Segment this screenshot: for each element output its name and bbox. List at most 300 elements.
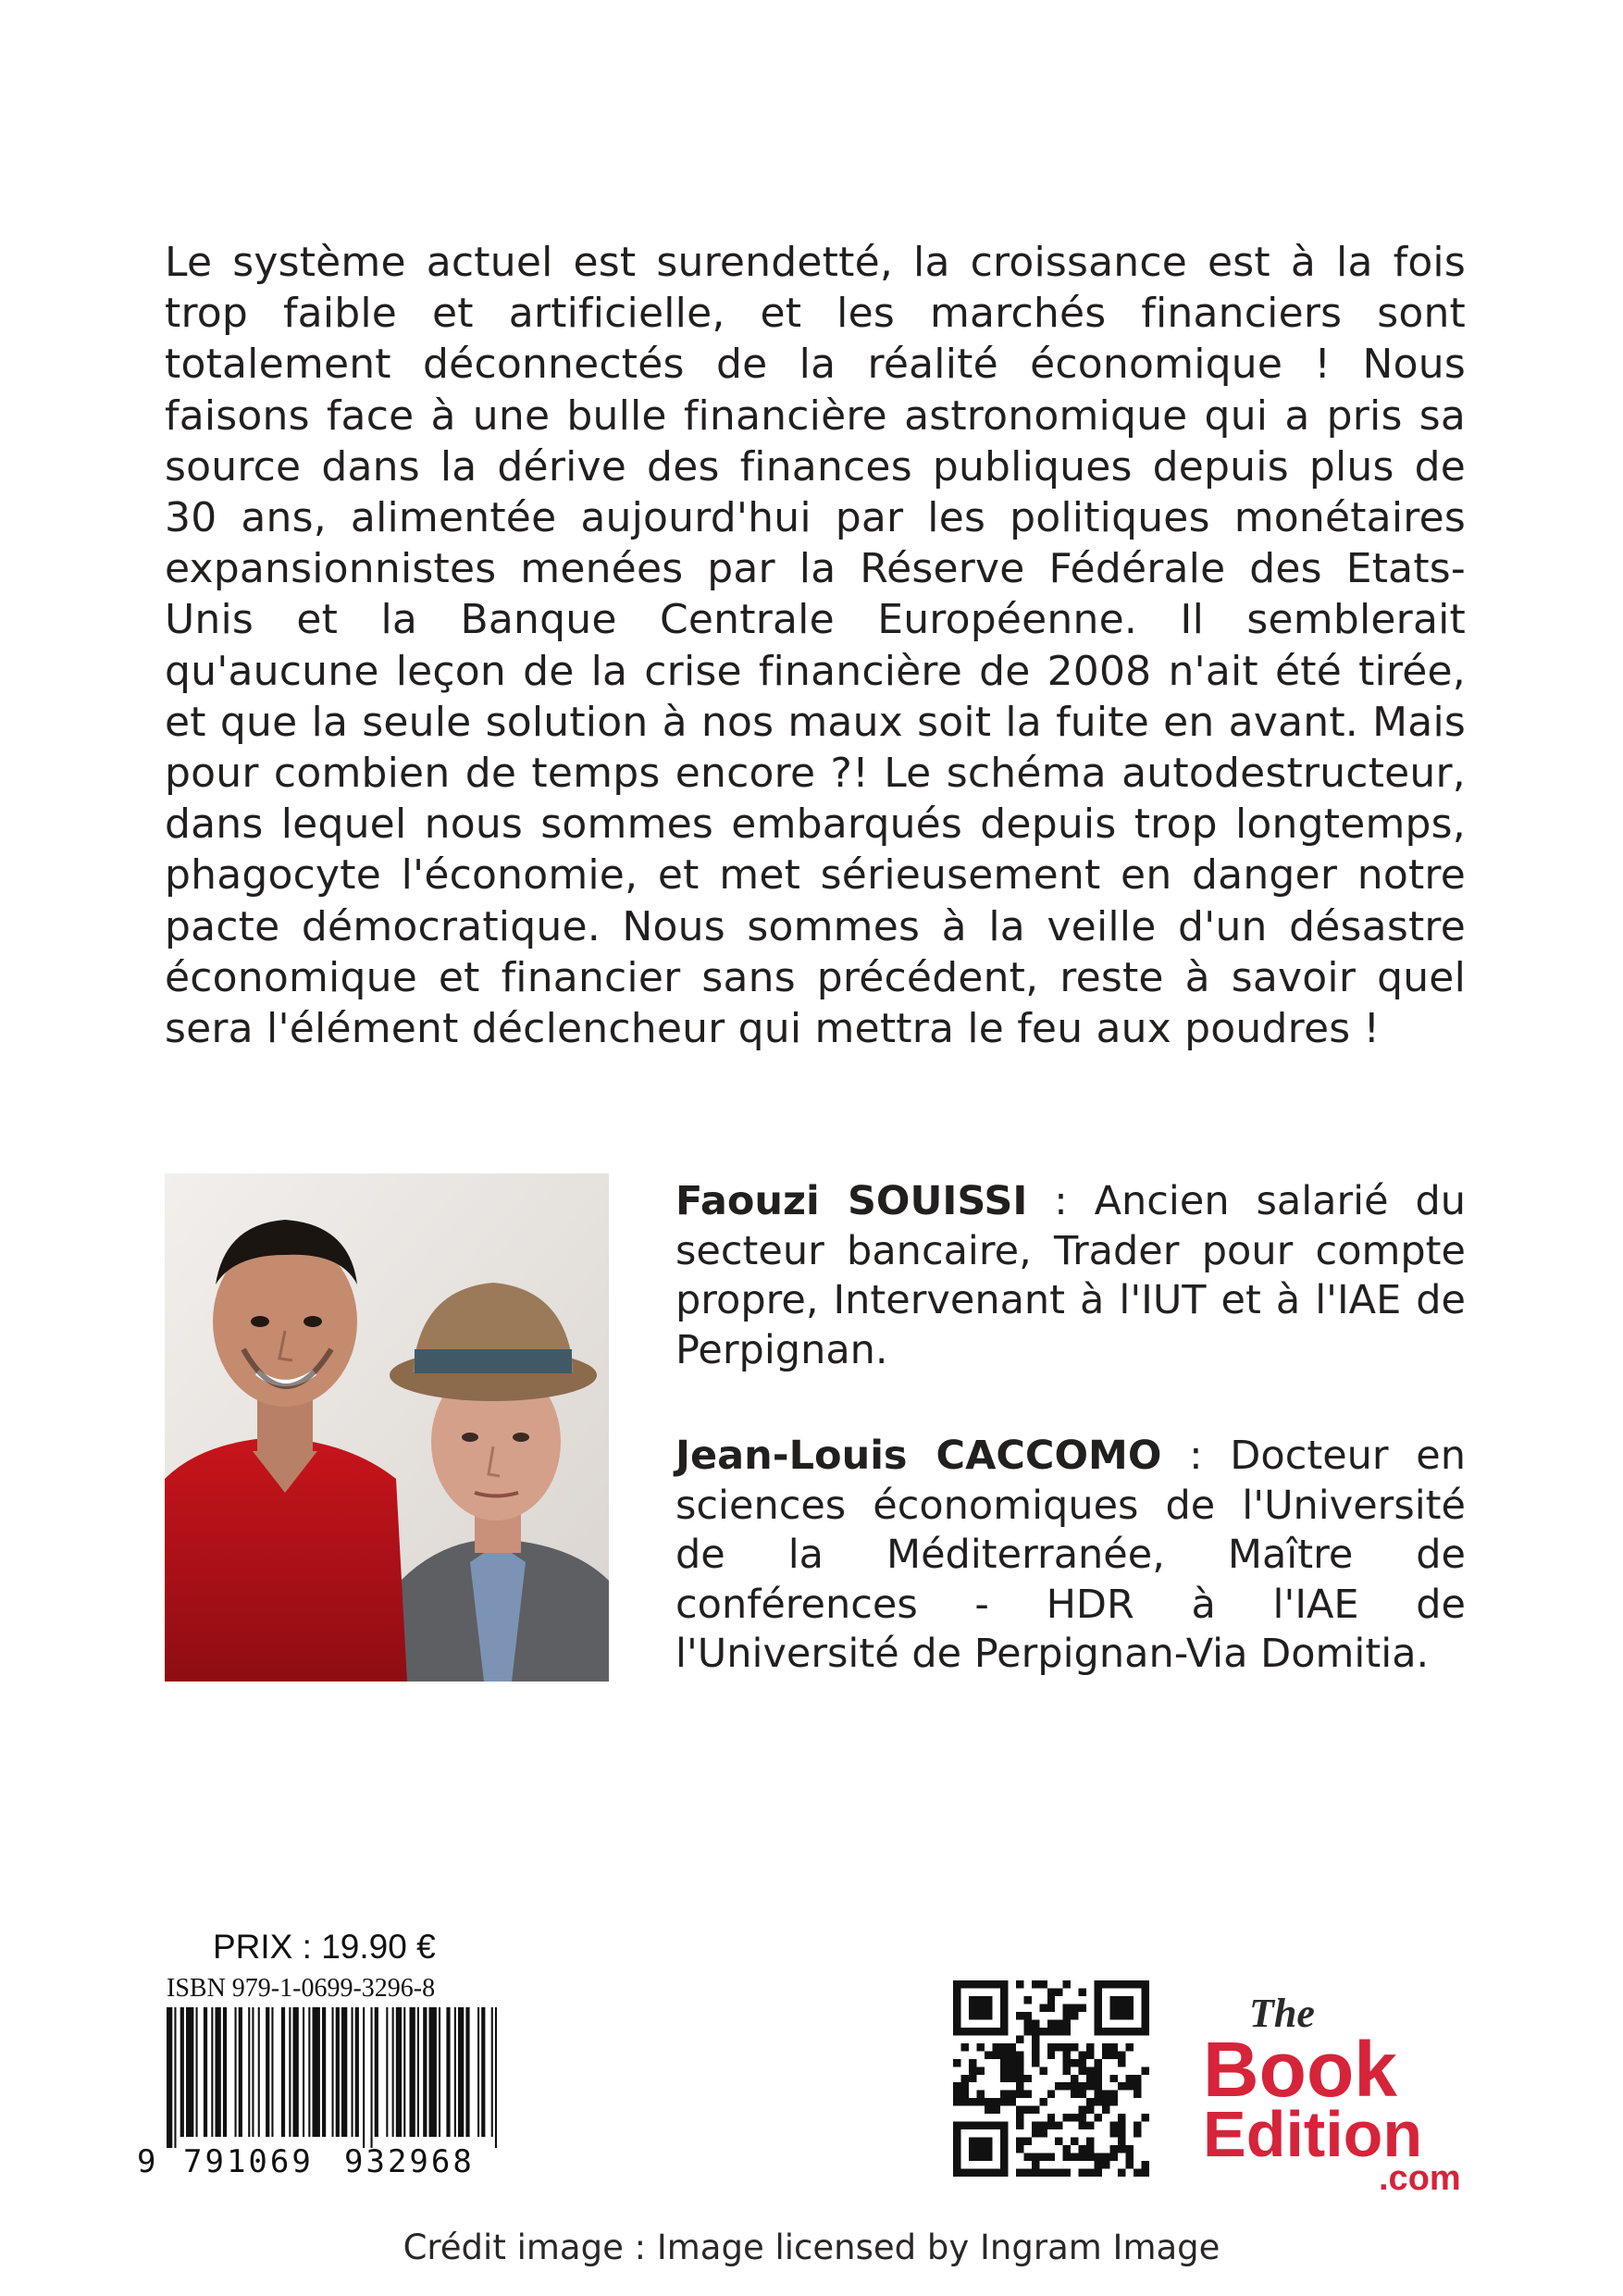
- qr-module: [1095, 1980, 1102, 1988]
- barcode-bar: [352, 2007, 353, 2137]
- qr-module: [1118, 1996, 1125, 2004]
- qr-module: [1126, 2145, 1134, 2153]
- qr-module: [1086, 2098, 1094, 2105]
- qr-module: [1102, 2051, 1109, 2058]
- barcode-bar: [239, 2007, 242, 2137]
- qr-module: [1095, 2004, 1102, 2011]
- qr-module: [976, 2066, 984, 2074]
- qr-module: [1000, 1980, 1008, 1988]
- qr-module: [1110, 2122, 1118, 2129]
- qr-module: [1086, 2082, 1094, 2090]
- qr-module: [953, 2161, 960, 2168]
- qr-module: [1102, 2098, 1109, 2105]
- qr-module: [1095, 2114, 1102, 2121]
- qr-module: [960, 2169, 968, 2177]
- qr-module: [969, 1996, 976, 2004]
- qr-module: [1000, 2098, 1008, 2105]
- qr-module: [1016, 2091, 1023, 2098]
- qr-module: [1079, 1988, 1086, 1995]
- qr-module: [960, 2098, 968, 2105]
- qr-module: [953, 2169, 960, 2177]
- qr-module: [960, 2043, 968, 2051]
- barcode-bar: [417, 2007, 419, 2137]
- qr-module: [960, 2122, 968, 2129]
- qr-module: [976, 2169, 984, 2177]
- barcode-bar: [403, 2007, 405, 2137]
- barcode-bar: [481, 2007, 485, 2137]
- qr-module: [1000, 2153, 1008, 2161]
- qr-module: [953, 2059, 960, 2066]
- qr-module: [1023, 2106, 1031, 2114]
- qr-module: [953, 2012, 960, 2019]
- qr-module: [1063, 2066, 1071, 2074]
- qr-module: [1118, 2012, 1125, 2019]
- qr-module: [1032, 2153, 1039, 2161]
- qr-module: [1086, 2066, 1094, 2074]
- qr-module: [1118, 2138, 1125, 2145]
- barcode-bar: [186, 2007, 193, 2137]
- qr-module: [1016, 2122, 1023, 2129]
- author-bio-text-caccomo: : Docteur en sciences économiques de l'Université de la Méditerranée, Maître de conférences - HDR à l'IAE de l'Université de Perpignan-Via Domitia.: [675, 1433, 1466, 1677]
- qr-module: [1008, 2075, 1015, 2082]
- qr-module: [969, 2004, 976, 2011]
- qr-module: [1095, 2161, 1102, 2168]
- qr-module: [1039, 2169, 1047, 2177]
- qr-module: [1039, 2122, 1047, 2129]
- qr-module: [1095, 2098, 1102, 2105]
- qr-module: [1023, 2091, 1031, 2098]
- qr-module: [1016, 2051, 1023, 2058]
- logo-edition: Edition: [1203, 2098, 1423, 2170]
- qr-module: [1039, 2129, 1047, 2137]
- qr-module: [1079, 2051, 1086, 2058]
- barcode-bar: [429, 2007, 437, 2137]
- barcode-bar: [196, 2007, 198, 2137]
- barcode-bar: [303, 2007, 304, 2137]
- qr-module: [953, 2145, 960, 2153]
- qr-module: [1110, 2043, 1118, 2051]
- barcode-bar: [375, 2007, 378, 2137]
- authors-photo-illustration: [165, 1173, 609, 1682]
- qr-module: [1126, 2082, 1134, 2090]
- barcode-bar: [341, 2007, 347, 2137]
- qr-module: [1095, 2169, 1102, 2177]
- qr-module: [1000, 2091, 1008, 2098]
- qr-module: [1016, 2169, 1023, 2177]
- qr-module: [1055, 2043, 1062, 2051]
- qr-module: [1134, 2075, 1141, 2082]
- qr-module: [976, 2028, 984, 2035]
- qr-module: [1023, 2153, 1031, 2161]
- qr-module: [1016, 2145, 1023, 2153]
- qr-module: [992, 2028, 999, 2035]
- qr-module: [1063, 2012, 1071, 2019]
- qr-module: [969, 2066, 976, 2074]
- qr-module: [1047, 2004, 1055, 2011]
- qr-module: [953, 2082, 960, 2090]
- qr-module: [1055, 2082, 1062, 2090]
- qr-module: [1000, 1988, 1008, 1995]
- qr-module: [1000, 2169, 1008, 2177]
- qr-module: [1071, 2043, 1078, 2051]
- qr-module: [1008, 2051, 1015, 2058]
- qr-module: [1079, 2106, 1086, 2114]
- qr-module: [1095, 2075, 1102, 2082]
- qr-module: [960, 2091, 968, 2098]
- qr-module: [1102, 2091, 1109, 2098]
- qr-module: [1118, 2122, 1125, 2129]
- qr-module: [976, 2091, 984, 2098]
- qr-module: [1102, 2043, 1109, 2051]
- qr-module: [1079, 2145, 1086, 2153]
- qr-module: [1032, 2051, 1039, 2058]
- qr-module: [1063, 2153, 1071, 2161]
- qr-module: [985, 2153, 992, 2161]
- qr-module: [953, 1996, 960, 2004]
- logo-com: .com: [1379, 2159, 1461, 2193]
- qr-module: [1000, 2059, 1008, 2066]
- qr-module: [1016, 2059, 1023, 2066]
- qr-module: [969, 2075, 976, 2082]
- qr-module: [1063, 2145, 1071, 2153]
- qr-module: [1126, 2153, 1134, 2161]
- qr-module: [1047, 2028, 1055, 2035]
- qr-module: [1071, 2082, 1078, 2090]
- qr-module: [1023, 2019, 1031, 2027]
- barcode-left-digits: 791069: [183, 2143, 314, 2179]
- qr-module: [1110, 2012, 1118, 2019]
- qr-module: [1016, 1980, 1023, 1988]
- qr-module: [1095, 2066, 1102, 2074]
- qr-module: [985, 2145, 992, 2153]
- qr-module: [1071, 2012, 1078, 2019]
- qr-module: [1032, 2043, 1039, 2051]
- qr-module: [1134, 2129, 1141, 2137]
- qr-module: [1000, 2129, 1008, 2137]
- qr-module: [1126, 2043, 1134, 2051]
- qr-module: [953, 2138, 960, 2145]
- qr-module: [1055, 2122, 1062, 2129]
- qr-module: [1142, 2012, 1149, 2019]
- qr-module: [1071, 2138, 1078, 2145]
- qr-module: [1032, 2106, 1039, 2114]
- barcode-first-digit: 9: [137, 2143, 156, 2179]
- qr-module: [985, 2004, 992, 2011]
- qr-module: [1079, 2122, 1086, 2129]
- qr-module: [1118, 2059, 1125, 2066]
- qr-module: [1086, 2043, 1094, 2051]
- barcode-bar: [439, 2007, 440, 2137]
- qr-module: [1086, 2169, 1094, 2177]
- qr-module: [1118, 2129, 1125, 2137]
- barcode-right-digits: 932968: [344, 2143, 475, 2179]
- qr-module: [1039, 2153, 1047, 2161]
- qr-module: [960, 2075, 968, 2082]
- qr-module: [969, 2028, 976, 2035]
- barcode-bar: [355, 2007, 359, 2137]
- qr-module: [1110, 1980, 1118, 1988]
- qr-module: [1071, 2153, 1078, 2161]
- barcode-bar: [458, 2007, 464, 2137]
- barcode-bar: [204, 2007, 207, 2137]
- qr-module: [1055, 1988, 1062, 1995]
- qr-module: [1110, 2129, 1118, 2137]
- qr-module: [1095, 1996, 1102, 2004]
- qr-module: [1095, 2028, 1102, 2035]
- qr-module: [1110, 1996, 1118, 2004]
- qr-module: [1142, 2028, 1149, 2035]
- qr-module: [1134, 2082, 1141, 2090]
- logo-the: The: [1249, 1991, 1315, 2036]
- qr-module: [976, 1996, 984, 2004]
- qr-module: [969, 2098, 976, 2105]
- qr-module: [1086, 2145, 1094, 2153]
- qr-module: [1023, 2169, 1031, 2177]
- qr-module: [1134, 2091, 1141, 2098]
- qr-module: [960, 2028, 968, 2035]
- barcode-bar: [293, 2007, 299, 2137]
- qr-module: [1095, 2082, 1102, 2090]
- qr-module: [1023, 2028, 1031, 2035]
- qr-module: [1063, 2114, 1071, 2121]
- qr-module: [1118, 2051, 1125, 2058]
- qr-module: [1095, 2091, 1102, 2098]
- barcode-bar: [223, 2007, 227, 2137]
- barcode-bar: [289, 2007, 291, 2137]
- barcode-bar: [281, 2007, 285, 2137]
- qr-module: [1055, 2138, 1062, 2145]
- qr-module: [985, 1996, 992, 2004]
- qr-module: [960, 1980, 968, 1988]
- qr-module: [1000, 2004, 1008, 2011]
- qr-module: [985, 1980, 992, 1988]
- qr-module: [1023, 2138, 1031, 2145]
- qr-module: [960, 2082, 968, 2090]
- qr-module: [1063, 2028, 1071, 2035]
- barcode-bar: [410, 2007, 415, 2137]
- qr-module: [985, 2012, 992, 2019]
- qr-module: [1095, 2012, 1102, 2019]
- qr-module: [1079, 2114, 1086, 2121]
- qr-module: [1032, 2035, 1039, 2042]
- qr-module: [1110, 2153, 1118, 2161]
- qr-module: [1071, 2114, 1078, 2121]
- image-credit: Crédit image : Image licensed by Ingram Image: [403, 2228, 1220, 2267]
- barcode-bar: [216, 2007, 221, 2137]
- qr-module: [1000, 2019, 1008, 2027]
- qr-module: [1008, 2059, 1015, 2066]
- qr-module: [1102, 2153, 1109, 2161]
- qr-module: [992, 2122, 999, 2129]
- qr-module: [969, 1980, 976, 1988]
- qr-module: [1000, 2012, 1008, 2019]
- qr-module: [1000, 1996, 1008, 2004]
- qr-module: [1063, 2169, 1071, 2177]
- qr-module: [1079, 2059, 1086, 2066]
- qr-module: [1079, 2091, 1086, 2098]
- qr-module: [953, 2004, 960, 2011]
- barcode-bar: [392, 2007, 394, 2137]
- qr-module: [1079, 2169, 1086, 2177]
- qr-module: [1023, 2075, 1031, 2082]
- qr-module: [1000, 2122, 1008, 2129]
- barcode-bar: [308, 2007, 310, 2137]
- qr-module: [1086, 2138, 1094, 2145]
- qr-module: [1016, 2082, 1023, 2090]
- qr-module: [1142, 2161, 1149, 2168]
- qr-module: [976, 2098, 984, 2105]
- qr-module: [969, 2153, 976, 2161]
- qr-module: [992, 2098, 999, 2105]
- qr-module: [953, 2091, 960, 2098]
- qr-module: [1086, 2106, 1094, 2114]
- qr-module: [1008, 2098, 1015, 2105]
- qr-module: [1023, 2012, 1031, 2019]
- qr-module: [1039, 2004, 1047, 2011]
- qr-module: [1023, 1996, 1031, 2004]
- qr-module: [1118, 2028, 1125, 2035]
- qr-module: [1032, 2169, 1039, 2177]
- qr-module: [1071, 2059, 1078, 2066]
- qr-module: [1047, 2153, 1055, 2161]
- qr-module: [953, 2019, 960, 2027]
- logo-book: Book: [1203, 2026, 1397, 2113]
- qr-module: [953, 2098, 960, 2105]
- qr-module: [992, 1980, 999, 1988]
- qr-module: [985, 2169, 992, 2177]
- qr-module: [1016, 2138, 1023, 2145]
- barcode-bar: [248, 2007, 250, 2137]
- qr-module: [1110, 2098, 1118, 2105]
- barcode-bar: [180, 2007, 184, 2137]
- qr-module: [985, 2098, 992, 2105]
- qr-module: [1118, 2082, 1125, 2090]
- qr-module: [1110, 2004, 1118, 2011]
- qr-module: [1000, 2028, 1008, 2035]
- qr-module: [1126, 1996, 1134, 2004]
- qr-module: [976, 2145, 984, 2153]
- qr-module: [1126, 2075, 1134, 2082]
- qr-module: [1047, 2091, 1055, 2098]
- qr-module: [1032, 2161, 1039, 2168]
- qr-module: [985, 2051, 992, 2058]
- author-bio-souissi: [675, 1177, 1466, 1375]
- qr-module: [992, 2051, 999, 2058]
- qr-module: [1063, 2059, 1071, 2066]
- qr-module: [985, 2122, 992, 2129]
- qr-module: [1032, 2019, 1039, 2027]
- barcode-bar: [235, 2007, 237, 2137]
- qr-module: [969, 2138, 976, 2145]
- barcode-bar: [252, 2007, 254, 2137]
- qr-module: [1016, 2066, 1023, 2074]
- qr-module: [1000, 2051, 1008, 2058]
- qr-module: [969, 2145, 976, 2153]
- qr-module: [1079, 2004, 1086, 2011]
- qr-module: [1063, 2082, 1071, 2090]
- price-label: PRIX : 19.90 €: [213, 1928, 436, 1966]
- qr-module: [1039, 2066, 1047, 2074]
- qr-module: [1118, 2004, 1125, 2011]
- qr-module: [976, 2122, 984, 2129]
- qr-module: [992, 2169, 999, 2177]
- qr-module: [1016, 2075, 1023, 2082]
- qr-module: [1110, 2075, 1118, 2082]
- qr-module: [969, 2122, 976, 2129]
- qr-module: [1063, 1980, 1071, 1988]
- qr-module: [1102, 1980, 1109, 1988]
- barcode-bars: [167, 2007, 497, 2148]
- qr-module: [1142, 2066, 1149, 2074]
- qr-module: [1134, 2028, 1141, 2035]
- qr-module: [1000, 2043, 1008, 2051]
- qr-module: [976, 2012, 984, 2019]
- qr-module: [1142, 2004, 1149, 2011]
- barcode-bar: [258, 2007, 260, 2137]
- qr-module: [1118, 2114, 1125, 2121]
- barcode-bar: [174, 2007, 176, 2148]
- qr-module: [976, 1980, 984, 1988]
- qr-module: [1047, 2122, 1055, 2129]
- qr-module: [1071, 2091, 1078, 2098]
- qr-module: [976, 2138, 984, 2145]
- qr-module: [1047, 2114, 1055, 2121]
- qr-module: [1039, 2098, 1047, 2105]
- qr-module: [953, 2129, 960, 2137]
- isbn-text: ISBN 979-1-0699-3296-8: [167, 1976, 436, 2003]
- qr-module: [1126, 2012, 1134, 2019]
- qr-module: [1000, 2161, 1008, 2168]
- qr-module: [1086, 2075, 1094, 2082]
- qr-module: [1047, 1988, 1055, 1995]
- qr-module: [1039, 1980, 1047, 1988]
- qr-module: [1000, 2075, 1008, 2082]
- qr-module: [1039, 2028, 1047, 2035]
- qr-module: [1063, 2004, 1071, 2011]
- qr-module: [969, 2169, 976, 2177]
- qr-module: [1047, 2169, 1055, 2177]
- qr-module: [1118, 1980, 1125, 1988]
- qr-module: [985, 2138, 992, 2145]
- qr-module: [992, 2043, 999, 2051]
- qr-module: [1000, 2138, 1008, 2145]
- barcode-bar: [477, 2007, 479, 2137]
- barcode-bar: [491, 2007, 493, 2137]
- qr-module: [1102, 2028, 1109, 2035]
- qr-module: [976, 2153, 984, 2161]
- qr-module: [1086, 2051, 1094, 2058]
- qr-module: [1016, 2035, 1023, 2042]
- qr-module: [1063, 2051, 1071, 2058]
- barcode-bar: [332, 2007, 334, 2137]
- qr-module: [1008, 2043, 1015, 2051]
- qr-module: [1095, 2059, 1102, 2066]
- qr-module: [1016, 2114, 1023, 2121]
- barcode-bar: [271, 2007, 273, 2137]
- barcode-bar: [363, 2007, 365, 2148]
- qr-module: [1055, 2028, 1062, 2035]
- qr-module: [1063, 2043, 1071, 2051]
- qr-module: [1102, 2106, 1109, 2114]
- qr-module: [1079, 2066, 1086, 2074]
- barcode-bar: [266, 2007, 269, 2137]
- qr-module: [953, 2122, 960, 2129]
- barcode-bar: [322, 2007, 326, 2137]
- qr-module: [1071, 2075, 1078, 2082]
- qr-module: [1102, 2161, 1109, 2168]
- qr-module: [1134, 2169, 1141, 2177]
- barcode-bar: [446, 2007, 450, 2137]
